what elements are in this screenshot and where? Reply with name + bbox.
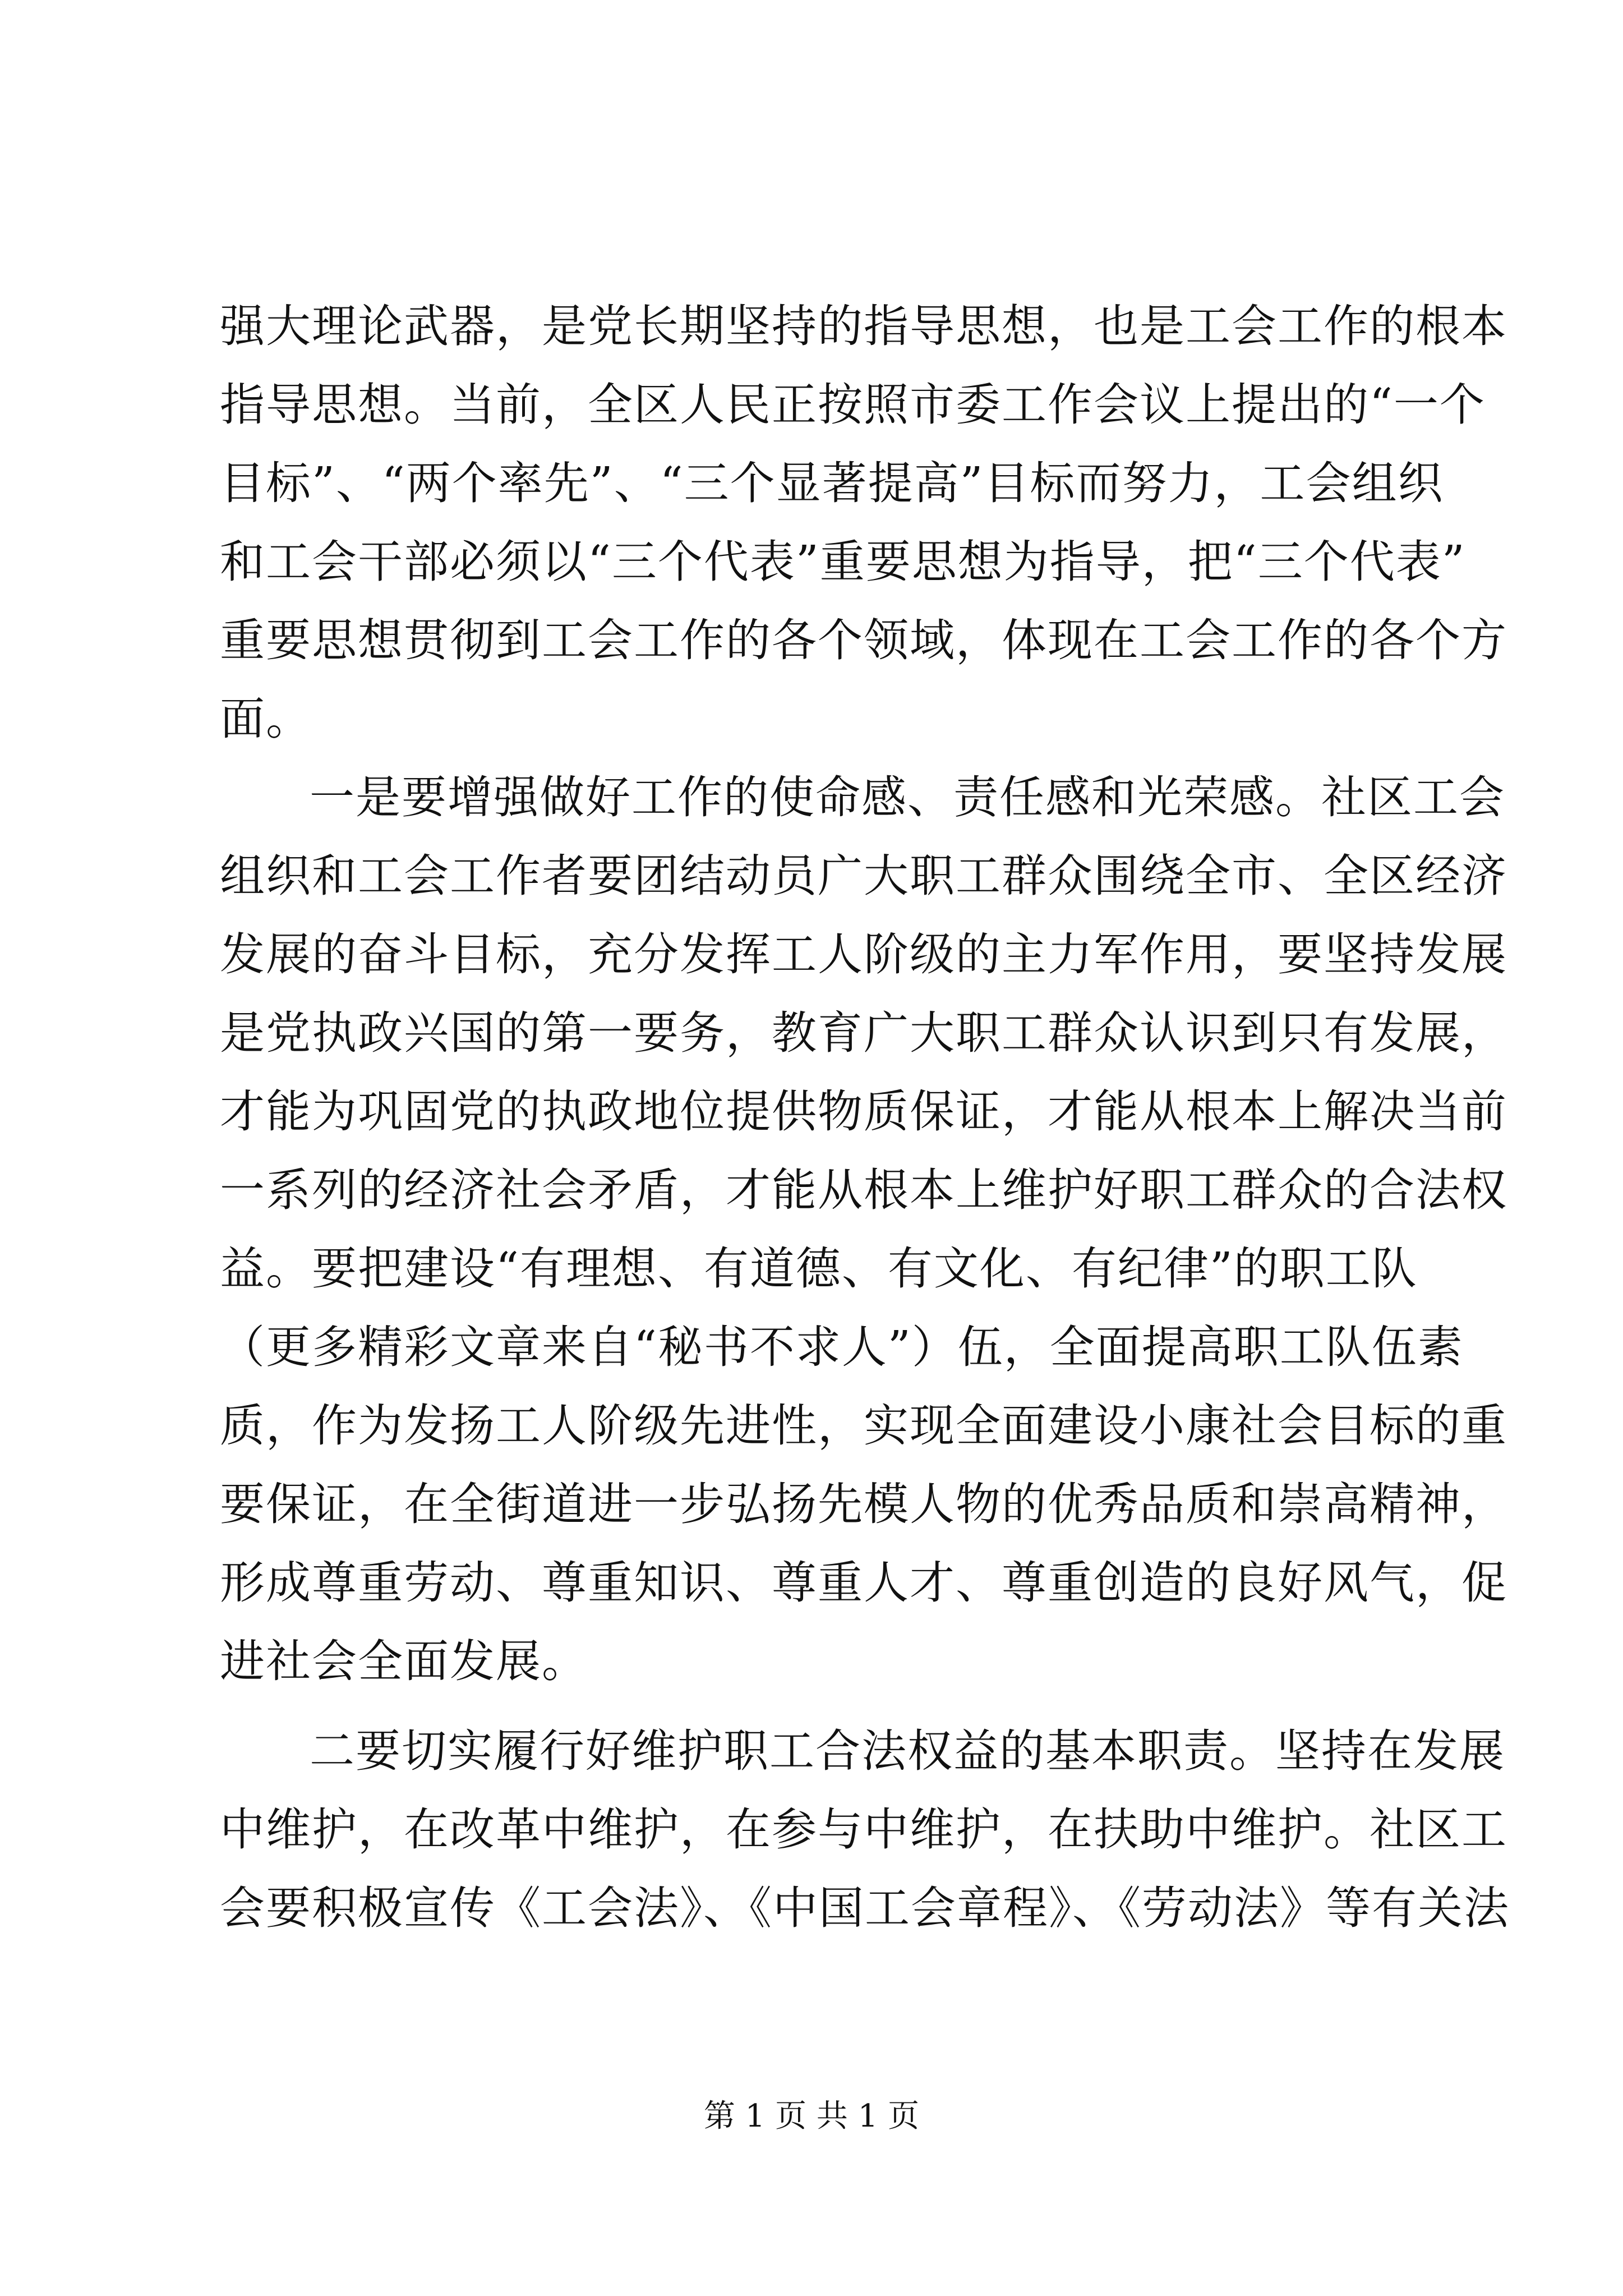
text-line: 才能为巩固党的执政地位提供物质保证，才能从根本上解决当前: [220, 1085, 1507, 1138]
text-line: 形成尊重劳动、尊重知识、尊重人才、尊重创造的良好风气，促: [220, 1557, 1507, 1609]
text-line: 二要切实履行好维护职工合法权益的基本职责。坚持在发展: [310, 1725, 1505, 1777]
text-line: 要保证，在全街道进一步弘扬先模人物的优秀品质和崇高精神，: [220, 1478, 1507, 1530]
text-line: 质，作为发扬工人阶级先进性，实现全面建设小康社会目标的重: [220, 1400, 1507, 1452]
text-line: 和工会干部必须以“三个代表”重要思想为指导，把“三个代表”: [220, 536, 1466, 588]
text-line: 一系列的经济社会矛盾，才能从根本上维护好职工群众的合法权: [220, 1164, 1507, 1216]
text-line: 中维护，在改革中维护，在参与中维护，在扶助中维护。社区工: [220, 1803, 1507, 1856]
text-line: 一是要增强做好工作的使命感、责任感和光荣感。社区工会: [310, 771, 1505, 823]
text-line: 益。要把建设“有理想、有道德、有文化、有纪律”的职工队: [220, 1243, 1418, 1295]
text-line: 进社会全面发展。: [220, 1635, 588, 1687]
text-line: 目标”、“两个率先”、“三个显著提高”目标而努力，工会组织: [220, 457, 1444, 509]
text-line: 组织和工会工作者要团结动员广大职工群众围绕全市、全区经济: [220, 850, 1507, 902]
text-line: 会要积极宣传《工会法》、《中国工会章程》、《劳动法》等有关法: [220, 1882, 1510, 1934]
text-line: 强大理论武器，是党长期坚持的指导思想，也是工会工作的根本: [220, 300, 1507, 352]
text-line: 指导思想。当前，全区人民正按照市委工作会议上提出的“一个: [220, 379, 1486, 431]
text-line: 重要思想贯彻到工会工作的各个领域，体现在工会工作的各个方: [220, 614, 1507, 666]
text-line: 面。: [220, 693, 312, 745]
text-line: 是党执政兴国的第一要务，教育广大职工群众认识到只有发展，: [220, 1007, 1507, 1059]
text-line: 发展的奋斗目标，充分发挥工人阶级的主力军作用，要坚持发展: [220, 928, 1507, 981]
text-line: （更多精彩文章来自“秘书不求人”）伍，全面提高职工队伍素: [220, 1321, 1464, 1373]
page-footer: 第 1 页 共 1 页: [703, 2098, 920, 2134]
